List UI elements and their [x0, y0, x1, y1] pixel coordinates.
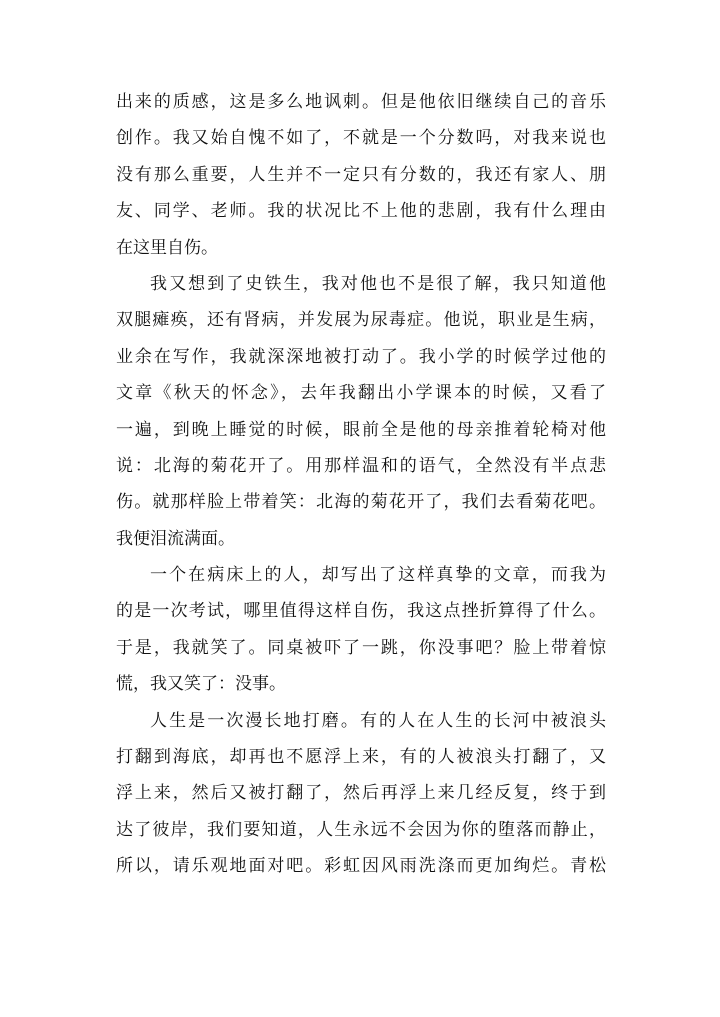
text-line: 我又想到了史铁生，我对他也不是很了解，我只知道他: [150, 273, 606, 294]
text-line: 达了彼岸，我们要知道，人生永远不会因为你的堕落而静止，: [116, 819, 606, 840]
paragraph: [116, 266, 606, 557]
text-line: 没有那么重要，人生并不一定只有分数的，我还有家人、朋: [116, 164, 606, 185]
text-line: 在这里自伤。: [116, 237, 218, 258]
text-line: 创作。我又始自愧不如了，不就是一个分数吗，对我来说也: [116, 128, 606, 149]
text-line: 的是一次考试，哪里值得这样自伤，我这点挫折算得了什么。: [116, 601, 606, 622]
essay-body: [116, 84, 606, 885]
paragraph: [116, 703, 606, 885]
text-line: 说：北海的菊花开了。用那样温和的语气，全然没有半点悲: [116, 455, 606, 476]
text-line: 慌，我又笑了：没事。: [116, 674, 286, 695]
text-line: 所以，请乐观地面对吧。彩虹因风雨洗涤而更加绚烂。青松: [116, 856, 606, 877]
text-line: 我便泪流满面。: [116, 528, 235, 549]
text-line: 浮上来，然后又被打翻了，然后再浮上来几经反复，终于到: [116, 783, 606, 804]
text-line: 文章《秋天的怀念》，去年我翻出小学课本的时候，又看了: [116, 383, 606, 404]
paragraph: [116, 557, 606, 703]
text-line: 出来的质感，这是多么地讽刺。但是他依旧继续自己的音乐: [116, 92, 606, 112]
text-line: 于是，我就笑了。同桌被吓了一跳，你没事吧？脸上带着惊: [116, 637, 606, 658]
text-line: 人生是一次漫长地打磨。有的人在人生的长河中被浪头: [150, 710, 606, 731]
text-line: 一遍，到晚上睡觉的时候，眼前全是他的母亲推着轮椅对他: [116, 419, 606, 440]
paragraph: [116, 84, 606, 266]
text-line: 一个在病床上的人，却写出了这样真挚的文章，而我为: [150, 565, 606, 586]
text-line: 友、同学、老师。我的状况比不上他的悲剧，我有什么理由: [116, 201, 606, 222]
text-line: 打翻到海底，却再也不愿浮上来，有的人被浪头打翻了，又: [116, 747, 606, 768]
text-line: 伤。就那样脸上带着笑：北海的菊花开了，我们去看菊花吧。: [116, 492, 606, 513]
text-line: 业余在写作，我就深深地被打动了。我小学的时候学过他的: [116, 346, 606, 367]
text-line: 双腿瘫痪，还有肾病，并发展为尿毒症。他说，职业是生病，: [116, 310, 606, 331]
